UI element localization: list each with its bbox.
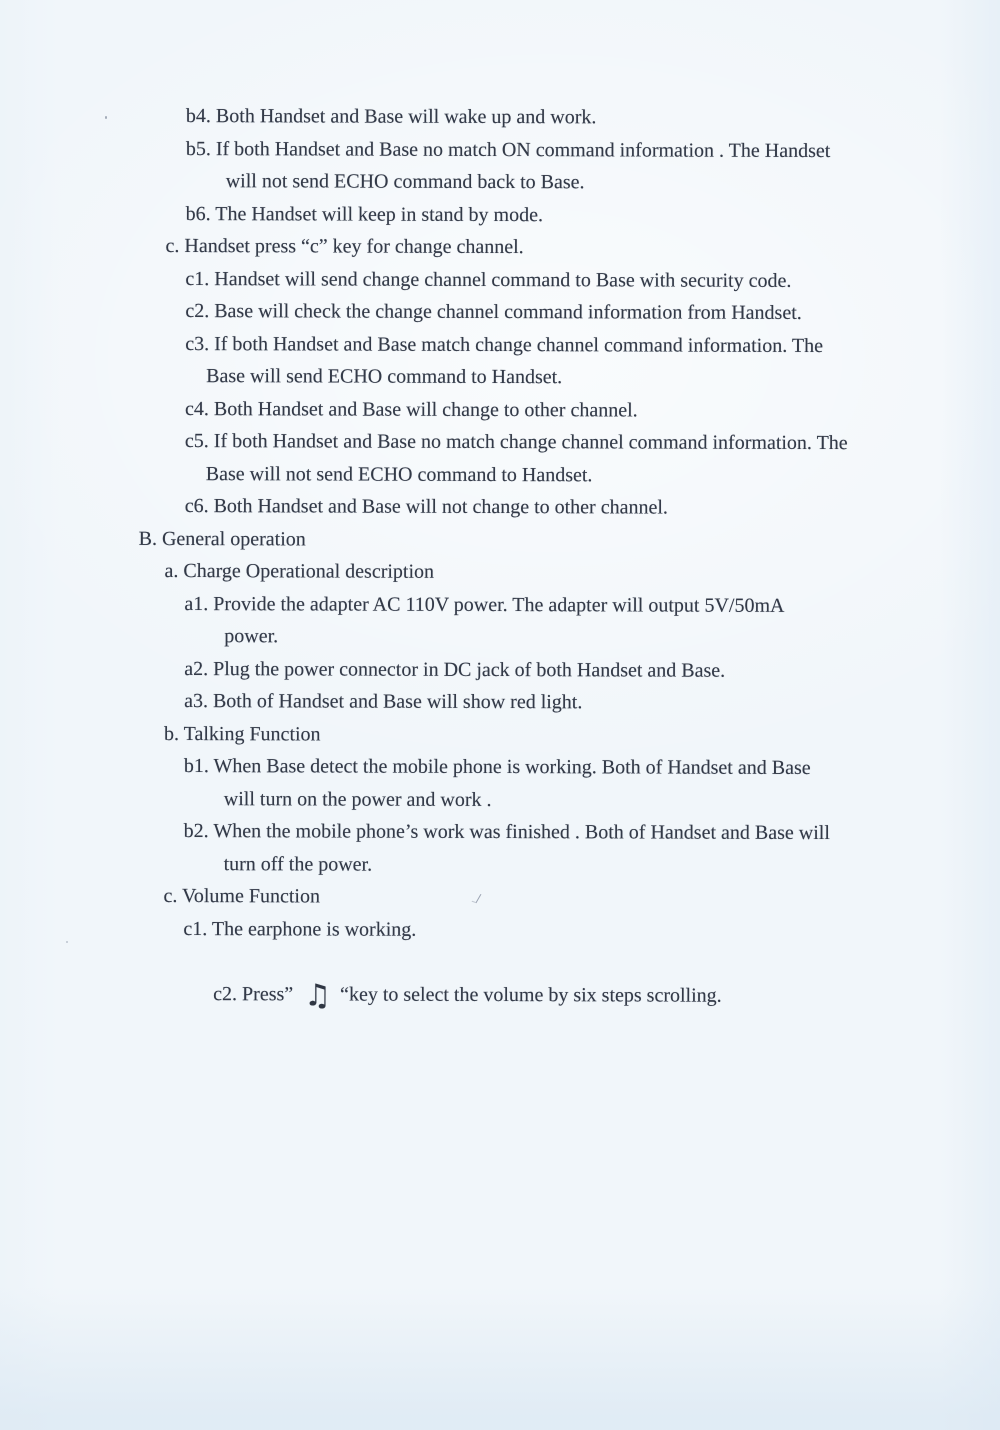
document-subsection-heading: c. Volume Function [163,884,321,908]
document-line: power. [224,625,279,648]
document-line: c1. Handset will send change channel command to Base with security code. [185,267,792,292]
document-subsection-heading: a. Charge Operational description [164,559,435,583]
document-body [0,99,1000,1045]
scan-speck [105,116,107,119]
document-line: Base will send ECHO command to Handset. [206,365,563,389]
document-line: b6. The Handset will keep in stand by mode. [185,202,544,226]
document-line: will not send ECHO command back to Base. [225,170,585,194]
document-subsection-heading: b. Talking Function [163,722,321,745]
document-line: c3. If both Handset and Base match change channel command information. The [185,332,824,357]
line-text-before-icon: c2. Press” [213,982,294,1005]
document-line: c4. Both Handset and Base will change to other channel. [184,397,638,421]
document-line: a1. Provide the adapter AC 110V power. The adapter will output 5V/50mA [184,592,785,617]
line-text-after-icon: “key to select the volume by six steps scrolling. [340,983,722,1007]
scan-speck [66,941,68,943]
document-line: b5. If both Handset and Base no match ON command information . The Handset [185,137,831,162]
document-line: b2. When the mobile phone’s work was finished . Both of Handset and Base will [183,820,830,845]
music-notes-icon: ♫ [304,977,332,1013]
document-line: will turn on the power and work . [223,787,492,811]
document-line: c6. Both Handset and Base will not change to other channel. [184,495,668,519]
document-line: c1. The earphone is working. [183,917,417,941]
document-line: Base will not send ECHO command to Handset. [205,462,593,486]
document-line: b1. When Base detect the mobile phone is working. Both of Handset and Base [183,755,811,779]
document-section-heading: B. General operation [138,527,306,550]
document-line: b4. Both Handset and Base will wake up and work. [185,105,597,129]
document-line: turn off the power. [223,852,373,876]
document-line: c5. If both Handset and Base no match change channel command information. The [184,430,848,455]
document-line: c2. Base will check the change channel command information from Handset. [185,300,802,324]
document-line [0,944,997,1045]
document-line: a3. Both of Handset and Base will show red light. [184,690,583,714]
document-line: a2. Plug the power connector in DC jack of both Handset and Base. [184,657,726,682]
document-line: c. Handset press “c” key for change channel. [165,234,524,259]
